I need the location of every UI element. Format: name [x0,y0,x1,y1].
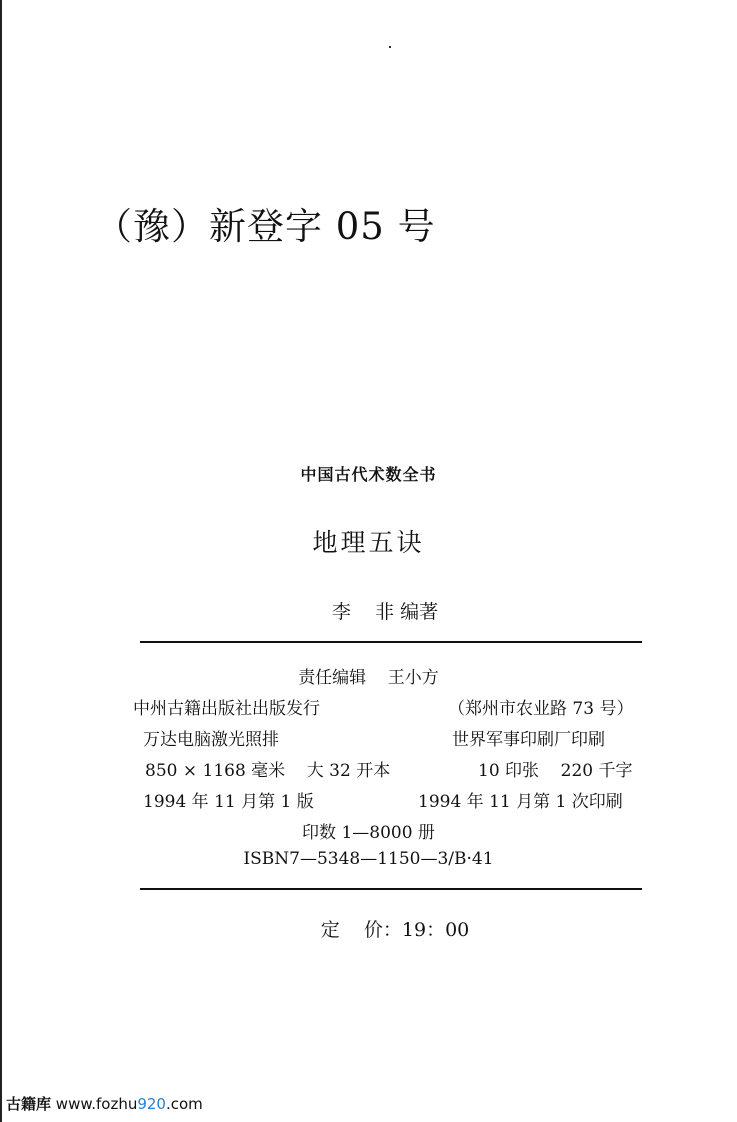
publisher-address: （郑州市农业路 73 号） [448,699,634,719]
watermark-url[interactable] [56,1095,203,1113]
watermark-name: 古籍库 [6,1095,52,1113]
print-run: 印数 1—8000 册 [302,823,435,843]
printer: 世界军事印刷厂印刷 [452,730,605,750]
typesetter: 万达电脑激光照排 [143,730,279,750]
page-edge-line [0,0,2,1122]
printing: 1994 年 11 月第 1 次印刷 [418,792,623,812]
author-line: 李 非 编著 [331,601,439,623]
edition: 1994 年 11 月第 1 版 [143,792,314,812]
isbn: ISBN7—5348—1150—3/B·41 [243,849,494,869]
watermark-url-suffix: .com [165,1095,203,1113]
price: 定 价：19：00 [320,919,470,941]
series-title: 中国古代术数全书 [300,465,437,484]
speck [389,46,391,48]
watermark-url-prefix: www.fozhu [55,1095,138,1113]
colophon-top-rule [140,641,642,643]
responsible-editor: 责任编辑 王小方 [298,668,439,688]
colophon-bottom-rule [140,888,642,890]
publisher: 中州古籍出版社出版发行 [133,699,320,719]
watermark-url-accent: 920 [137,1095,166,1113]
registration-number: （豫）新登字 05 号 [95,205,436,248]
page-format: 850 × 1168 毫米 大 32 开本 [145,761,391,781]
book-title: 地理五诀 [312,528,425,557]
watermark[interactable] [6,1093,203,1114]
sheet-count: 10 印张 220 千字 [478,761,633,781]
